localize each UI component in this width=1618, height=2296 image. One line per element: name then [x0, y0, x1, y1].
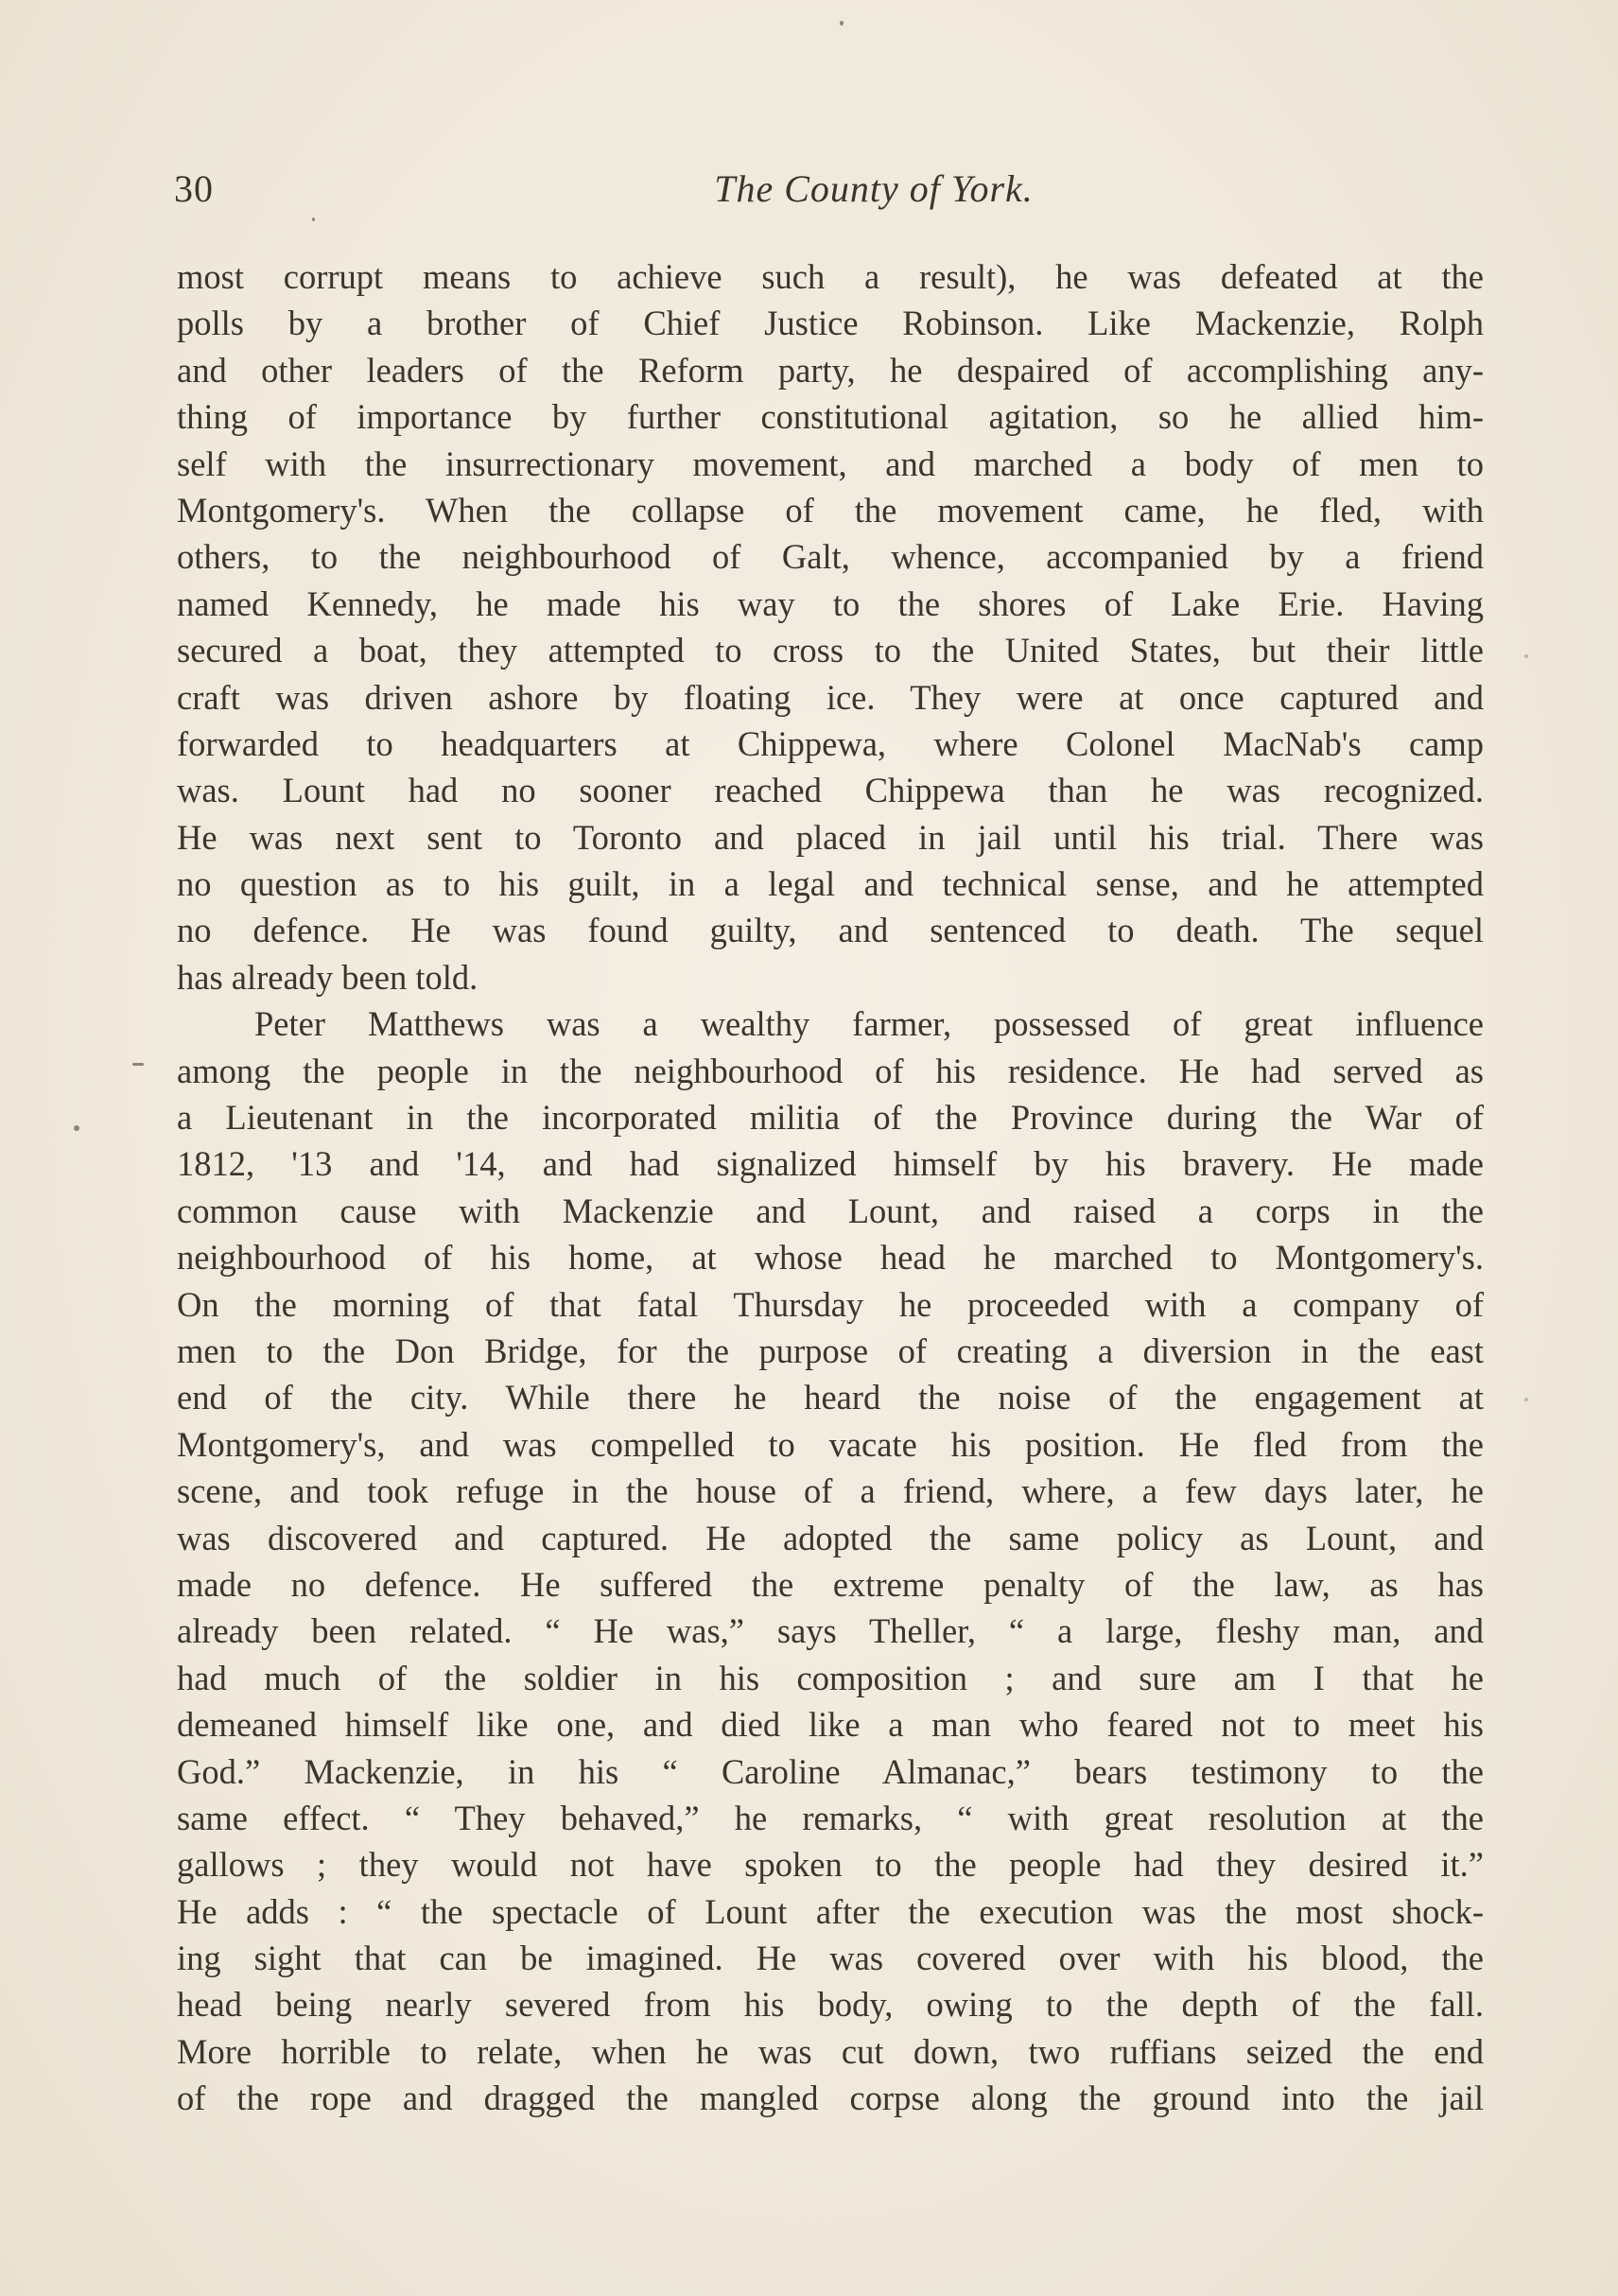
- text-line: was. Lount had no sooner reached Chippewa than he was recognized.: [177, 771, 1484, 810]
- text-line: had much of the soldier in his composition ; and sure am I that he: [177, 1658, 1484, 1697]
- text-line: Montgomery's. When the collapse of the movement came, he fled, with: [177, 490, 1484, 530]
- text-line: a Lieutenant in the incorporated militia of the Province during the War of: [177, 1098, 1484, 1138]
- text-line: thing of importance by further constitutional agitation, so he allied him-: [177, 397, 1484, 437]
- body-text: [177, 253, 1484, 2122]
- text-line: most corrupt means to achieve such a result), he was defeated at the: [177, 257, 1484, 296]
- text-line: ing sight that can be imagined. He was covered over with his blood, the: [177, 1939, 1484, 1978]
- text-line: craft was driven ashore by floating ice. They were at once captured and: [177, 677, 1484, 717]
- text-line: end of the city. While there he heard the noise of the engagement at: [177, 1378, 1484, 1418]
- text-line: others, to the neighbourhood of Galt, whence, accompanied by a friend: [177, 537, 1484, 577]
- text-line: named Kennedy, he made his way to the shores of Lake Erie. Having: [177, 583, 1484, 623]
- paragraph: [177, 253, 1484, 1000]
- text-line: no defence. He was found guilty, and sentenced to death. The sequel: [177, 911, 1484, 950]
- text-line: same effect. “ They behaved,” he remarks, “ with great resolution at the: [177, 1798, 1484, 1837]
- text-line: has already been told.: [177, 957, 478, 997]
- text-line: no question as to his guilt, in a legal and technical sense, and he attempted: [177, 864, 1484, 904]
- page-header: [174, 166, 1484, 223]
- text-line: gallows ; they would not have spoken to the people had they desired it.”: [177, 1845, 1484, 1885]
- text-line: scene, and took refuge in the house of a friend, where, a few days later, he: [177, 1471, 1484, 1511]
- scan-speck: [74, 1125, 79, 1131]
- scan-speck: [840, 21, 844, 26]
- text-line: On the morning of that fatal Thursday he proceeded with a company of: [177, 1284, 1484, 1324]
- text-line: forwarded to headquarters at Chippewa, where Colonel MacNab's camp: [177, 723, 1484, 763]
- text-line: Montgomery's, and was compelled to vacate his position. He fled from the: [177, 1424, 1484, 1464]
- page-number: 30: [174, 167, 214, 210]
- running-title: The County of York.: [714, 167, 1034, 210]
- scan-speck: [312, 217, 315, 221]
- text-line: secured a boat, they attempted to cross to the United States, but their little: [177, 631, 1484, 670]
- text-line: God.” Mackenzie, in his “ Caroline Almanac,” bears testimony to the: [177, 1751, 1484, 1791]
- text-line: was discovered and captured. He adopted the same policy as Lount, and: [177, 1518, 1484, 1557]
- text-line: and other leaders of the Reform party, he despaired of accomplishing any-: [177, 350, 1484, 390]
- paragraph: [177, 1000, 1484, 2121]
- scan-speck: [1524, 654, 1528, 658]
- scan-speck: [132, 1063, 144, 1066]
- text-line: of the rope and dragged the mangled corpse along the ground into the jail: [177, 2079, 1484, 2118]
- text-line: self with the insurrectionary movement, and marched a body of men to: [177, 444, 1484, 483]
- text-line: demeaned himself like one, and died like a man who feared not to meet his: [177, 1705, 1484, 1745]
- text-line: Peter Matthews was a wealthy farmer, possessed of great influence: [254, 1004, 1484, 1044]
- text-line: common cause with Mackenzie and Lount, and raised a corps in the: [177, 1191, 1484, 1230]
- text-line: made no defence. He suffered the extreme penalty of the law, as has: [177, 1564, 1484, 1604]
- text-line: men to the Don Bridge, for the purpose of creating a diversion in the east: [177, 1331, 1484, 1370]
- text-line: More horrible to relate, when he was cut down, two ruffians seized the end: [177, 2031, 1484, 2071]
- text-line: neighbourhood of his home, at whose head he marched to Montgomery's.: [177, 1238, 1484, 1278]
- text-line: among the people in the neighbourhood of his residence. He had served as: [177, 1051, 1484, 1090]
- text-line: polls by a brother of Chief Justice Robinson. Like Mackenzie, Rolph: [177, 304, 1484, 343]
- text-line: head being nearly severed from his body, owing to the depth of the fall.: [177, 1985, 1484, 2025]
- text-line: 1812, '13 and '14, and had signalized himself by his bravery. He made: [177, 1144, 1484, 1184]
- text-line: He adds : “ the spectacle of Lount after the execution was the most shock-: [177, 1891, 1484, 1931]
- text-line: already been related. “ He was,” says Theller, “ a large, fleshy man, and: [177, 1611, 1484, 1651]
- scan-speck: [1524, 1398, 1528, 1401]
- text-line: He was next sent to Toronto and placed in jail until his trial. There was: [177, 817, 1484, 857]
